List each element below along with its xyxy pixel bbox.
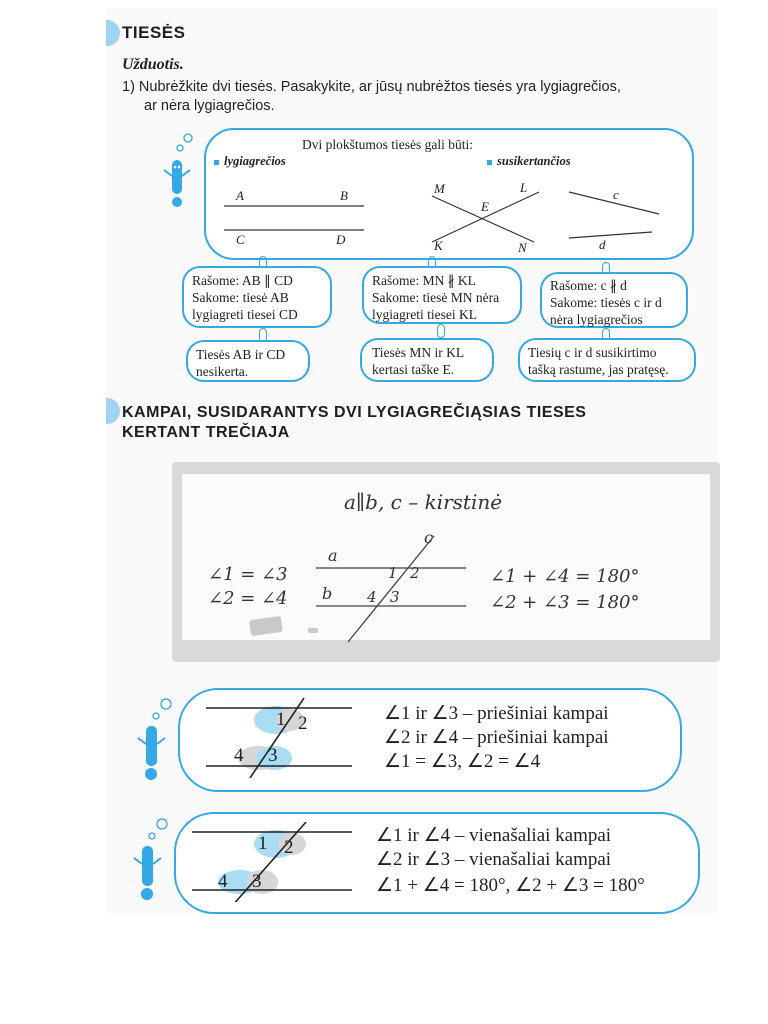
point-b: B [340, 188, 348, 203]
fact-line: tašką rastume, jas pratęsę. [528, 362, 669, 377]
vertical-angles-diagram [206, 698, 366, 778]
point-a: A [236, 188, 244, 203]
bullet-icon [214, 160, 219, 165]
section-title-tieses: TIESĖS [122, 23, 186, 42]
note-line: nėra lygiagrečios [550, 312, 643, 327]
point-k: K [434, 238, 443, 253]
note-intersecting [362, 266, 522, 324]
box1-angle-4: 4 [234, 745, 244, 766]
board-label-a: a [328, 546, 338, 565]
thinking-figure-icon [160, 132, 196, 212]
box2-angle-3: 3 [252, 871, 262, 892]
note-line: Rašome: MN ∦ KL [372, 273, 476, 288]
board-left-eq-2: ∠2 = ∠4 [208, 588, 288, 609]
bubble-heading: Dvi plokštumos tiesės gali būti: [302, 137, 473, 152]
point-e: E [481, 199, 489, 214]
box1-angle-2: 2 [298, 713, 308, 734]
task-line-2: ar nėra lygiagrečios. [144, 98, 275, 114]
fact-line: Tiesės AB ir CD [196, 347, 286, 362]
fact-cd [518, 338, 696, 382]
box1-line-1: ∠1 ir ∠3 – priešiniai kampai [384, 703, 609, 724]
fact-line: nesikerta. [196, 364, 249, 379]
point-c: C [236, 232, 245, 247]
board-heading: a∥b, c – kirstinė [344, 490, 503, 514]
line-d [569, 232, 652, 238]
board-angle-3: 3 [390, 588, 400, 606]
board-right-eq-1: ∠1 + ∠4 = 180° [490, 566, 640, 587]
box1-angle-1: 1 [276, 709, 286, 730]
connector [437, 324, 445, 338]
thinking-figure-icon [134, 696, 174, 786]
same-side-angles-diagram [192, 822, 352, 902]
line-label-c: c [613, 187, 619, 202]
section-title-line-1: KAMPAI, SUSIDARANTYS DVI LYGIAGREČIĄSIAS TIESES [122, 404, 587, 421]
fact-parallel [186, 340, 310, 382]
board-angle-2: 2 [410, 564, 420, 582]
fact-intersecting [360, 338, 494, 382]
parallel-label: lygiagrečios [214, 154, 286, 169]
board-angle-1: 1 [388, 564, 398, 582]
section-title-line-2: KERTANT TREČIAJA [122, 424, 290, 441]
box2-line-3: ∠1 + ∠4 = 180°, ∠2 + ∠3 = 180° [376, 875, 645, 896]
point-m: M [434, 181, 445, 196]
note-line: lygiagreti tiesei KL [372, 307, 477, 322]
board-label-c: c [424, 528, 433, 547]
board-left-eq-1: ∠1 = ∠3 [208, 564, 288, 585]
note-line: Rašome: c ∦ d [550, 278, 627, 293]
box2-angle-4: 4 [218, 871, 228, 892]
line-label-d: d [599, 237, 606, 252]
note-line: lygiagreti tiesei CD [192, 307, 298, 322]
box2-line-1: ∠1 ir ∠4 – vienašaliai kampai [376, 825, 612, 846]
box2-angle-2: 2 [284, 837, 294, 858]
fact-line: Tiesės MN ir KL [372, 345, 465, 360]
note-parallel [182, 266, 332, 328]
box2-line-2: ∠2 ir ∠3 – vienašaliai kampai [376, 849, 612, 870]
note-line: Rašome: AB ∥ CD [192, 273, 293, 288]
box2-angle-1: 1 [258, 833, 268, 854]
task-line-1: 1) Nubrėžkite dvi tiesės. Pasakykite, ar jūsų nubrėžtos tiesės yra lygiagrečios, [122, 79, 621, 95]
fact-line: Tiesių c ir d susikirtimo [528, 345, 657, 360]
note-cd-lines [540, 272, 688, 328]
task-heading: Užduotis. [122, 56, 184, 73]
point-n: N [518, 240, 527, 255]
board-label-b: b [322, 584, 333, 603]
note-line: Sakome: tiesė AB [192, 290, 289, 305]
point-d: D [336, 232, 346, 247]
thinking-figure-icon [130, 816, 170, 906]
note-line: Sakome: tiesės c ir d [550, 295, 662, 310]
board-angle-4: 4 [367, 588, 377, 606]
point-l: L [520, 180, 528, 195]
fact-line: kertasi taške E. [372, 362, 455, 377]
note-line: Sakome: tiesė MN nėra [372, 290, 500, 305]
intersecting-label: susikertančios [487, 154, 571, 169]
box1-angle-3: 3 [268, 745, 278, 766]
board-right-eq-2: ∠2 + ∠3 = 180° [490, 592, 640, 613]
bullet-icon [487, 160, 492, 165]
box1-line-3: ∠1 = ∠3, ∠2 = ∠4 [384, 751, 541, 772]
box1-line-2: ∠2 ir ∠4 – priešiniai kampai [384, 727, 609, 748]
